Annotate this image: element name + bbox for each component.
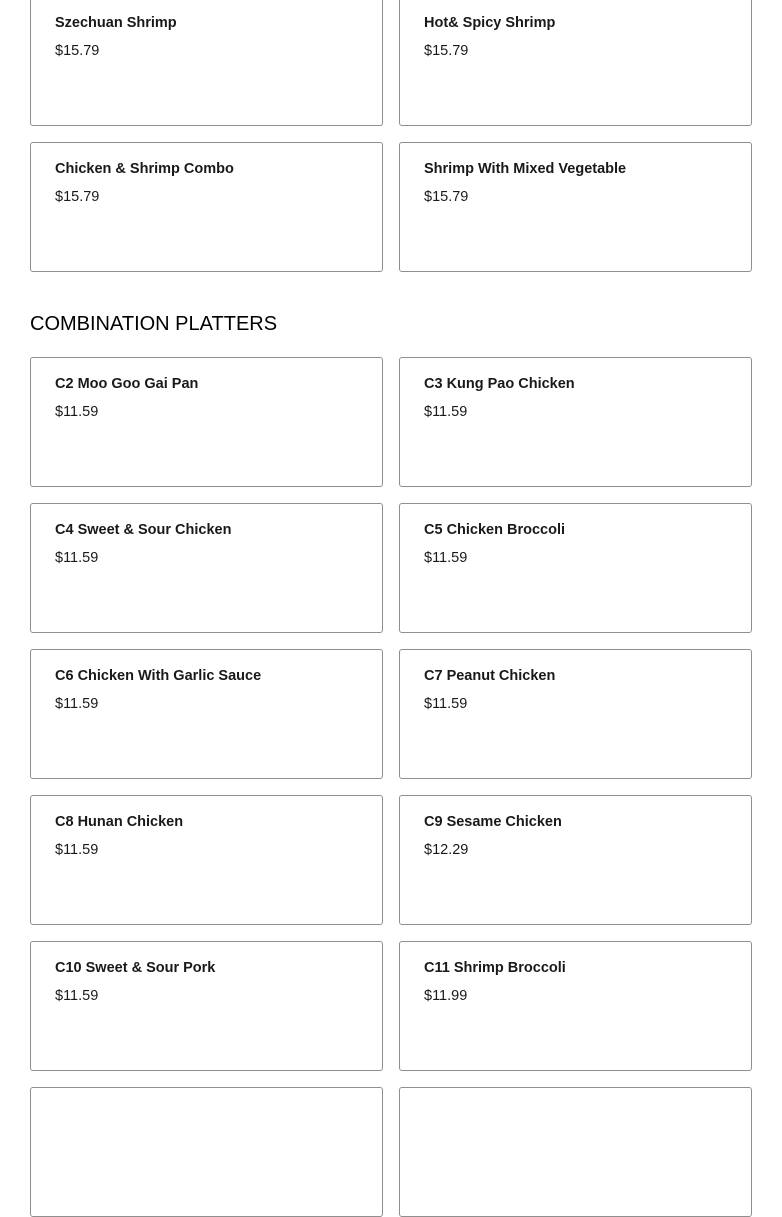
menu-item-name: Shrimp With Mixed Vegetable	[424, 161, 627, 177]
menu-item-name: C4 Sweet & Sour Chicken	[55, 522, 232, 538]
menu-item-card[interactable]	[399, 941, 752, 1071]
menu-item-name: C11 Shrimp Broccoli	[424, 960, 566, 976]
menu-item-card[interactable]	[399, 649, 752, 779]
menu-item-name: C9 Sesame Chicken	[424, 814, 562, 830]
menu-item-price: $11.59	[424, 550, 468, 566]
menu-item-card[interactable]	[30, 941, 383, 1071]
menu-items-grid	[30, 0, 752, 272]
menu-item-card[interactable]	[399, 503, 752, 633]
menu-item-price: $11.59	[55, 696, 99, 712]
menu-item-card[interactable]	[30, 503, 383, 633]
menu-item-price: $11.59	[55, 842, 99, 858]
menu-item-name: C8 Hunan Chicken	[55, 814, 184, 830]
menu-item-name: C6 Chicken With Garlic Sauce	[55, 668, 262, 684]
menu-item-price: $15.79	[55, 189, 100, 205]
menu-item-price: $11.59	[424, 696, 468, 712]
menu-item-name: C7 Peanut Chicken	[424, 668, 556, 684]
menu-item-card[interactable]	[399, 1087, 752, 1217]
menu-item-card[interactable]	[30, 0, 383, 126]
menu-item-price: $11.99	[424, 988, 468, 1004]
menu-item-card[interactable]	[399, 0, 752, 126]
section-title: COMBINATION PLATTERS	[30, 313, 278, 335]
menu-item-price: $11.59	[55, 550, 99, 566]
menu-item-name: C2 Moo Goo Gai Pan	[55, 376, 199, 392]
menu-item-price: $11.59	[55, 404, 99, 420]
menu-item-card[interactable]	[30, 1087, 383, 1217]
menu-item-name: Szechuan Shrimp	[55, 15, 177, 31]
menu-item-price: $15.79	[55, 43, 100, 59]
menu-item-name: C3 Kung Pao Chicken	[424, 376, 575, 392]
menu-item-card[interactable]	[399, 795, 752, 925]
menu-item-name: Chicken & Shrimp Combo	[55, 161, 234, 177]
menu-item-price: $11.59	[424, 404, 468, 420]
menu-item-price: $11.59	[55, 988, 99, 1004]
menu-item-price: $15.79	[424, 189, 469, 205]
menu-item-name: C10 Sweet & Sour Pork	[55, 960, 216, 976]
menu-item-card[interactable]	[30, 795, 383, 925]
menu-item-name: C5 Chicken Broccoli	[424, 522, 566, 538]
menu-item-name: Hot& Spicy Shrimp	[424, 15, 556, 31]
menu-item-card[interactable]	[399, 142, 752, 272]
menu-item-price: $15.79	[424, 43, 469, 59]
menu-item-card[interactable]	[30, 142, 383, 272]
menu-item-card[interactable]	[399, 357, 752, 487]
menu-item-price: $12.29	[424, 842, 469, 858]
menu-item-card[interactable]	[30, 649, 383, 779]
combination-platters-grid	[30, 357, 752, 1217]
menu-item-card[interactable]	[30, 357, 383, 487]
